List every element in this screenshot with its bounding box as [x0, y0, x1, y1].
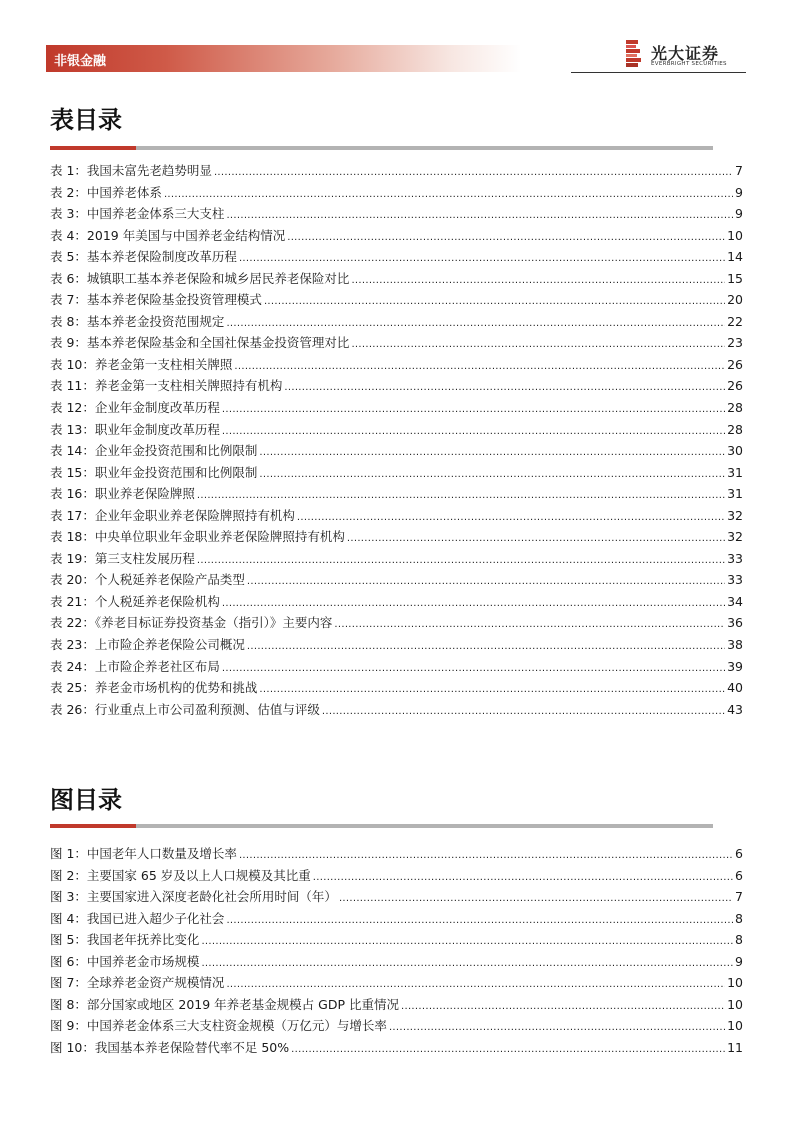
figure-toc-entry-page[interactable]: 7 — [735, 889, 743, 905]
dot-leader — [247, 634, 725, 658]
figure-toc-entry-label[interactable]: 图 4：我国已进入超少子化社会 — [50, 910, 225, 926]
figure-toc-entry-label[interactable]: 图 7：全球养老金资产规模情况 — [50, 975, 225, 991]
dot-leader — [347, 526, 725, 550]
table-toc-entry[interactable] — [50, 332, 743, 354]
dot-leader — [164, 182, 733, 206]
everbright-logo-icon — [624, 40, 646, 68]
table-toc-entry-page[interactable]: 43 — [727, 701, 743, 717]
dot-leader — [222, 591, 725, 615]
dot-leader — [334, 612, 725, 636]
table-toc-entry-label[interactable]: 表 19：第三支柱发展历程 — [50, 550, 195, 566]
table-toc-entry-page[interactable]: 32 — [727, 507, 743, 523]
figure-toc-entry-label[interactable]: 图 3：主要国家进入深度老龄化社会所用时间（年） — [50, 889, 337, 905]
figure-toc-entry-page[interactable]: 10 — [727, 1018, 743, 1034]
figure-toc-entry[interactable] — [50, 843, 743, 865]
table-toc-entry-page[interactable]: 9 — [735, 184, 743, 200]
dot-leader — [239, 843, 733, 867]
dot-leader — [259, 462, 725, 486]
brand-logo — [624, 40, 754, 70]
figure-toc-entry-page[interactable]: 6 — [735, 846, 743, 861]
dot-leader — [201, 929, 733, 953]
table-toc-entry[interactable] — [50, 397, 743, 419]
brand-name-en: EVERBRIGHT SECURITIES — [651, 61, 727, 67]
table-toc-entry-page[interactable]: 14 — [727, 249, 743, 265]
table-toc-entry-page[interactable]: 36 — [727, 615, 743, 631]
table-toc-entry[interactable] — [50, 612, 743, 634]
table-toc-entry-label[interactable]: 表 7：基本养老保险基金投资管理模式 — [50, 292, 262, 308]
table-toc-entry[interactable] — [50, 375, 743, 397]
dot-leader — [222, 397, 725, 421]
table-toc-entry-page[interactable]: 31 — [727, 486, 743, 502]
figure-toc-entry[interactable] — [50, 951, 743, 973]
table-toc-entry-page[interactable]: 22 — [727, 313, 743, 329]
figure-toc-entry[interactable] — [50, 1037, 743, 1059]
figure-toc-entry-label[interactable]: 图 10：我国基本养老保险替代率不足 50% — [50, 1039, 290, 1055]
table-toc-entry-label[interactable]: 表 11：养老金第一支柱相关牌照持有机构 — [50, 378, 283, 394]
table-toc-entry-label[interactable]: 表 23：上市险企养老保险公司概况 — [50, 637, 245, 653]
table-toc-entry[interactable] — [50, 483, 743, 505]
figure-toc-entry[interactable] — [50, 1015, 743, 1037]
dot-leader — [239, 246, 725, 270]
table-toc-entry-page[interactable]: 39 — [727, 658, 743, 674]
table-toc-entry-page[interactable]: 23 — [727, 335, 743, 351]
table-toc-entry-label[interactable]: 表 16：职业养老保险牌照 — [50, 486, 195, 502]
dot-leader — [214, 160, 733, 184]
table-toc-entry-label[interactable]: 表 3：中国养老金体系三大支柱 — [50, 206, 225, 222]
table-toc-entry-page[interactable]: 20 — [727, 292, 743, 308]
table-toc-entry[interactable] — [50, 569, 743, 591]
table-toc-entry-page[interactable]: 26 — [727, 356, 743, 372]
table-toc-entry[interactable] — [50, 160, 743, 182]
table-toc-entry-label[interactable]: 表 15：职业年金投资范围和比例限制 — [50, 464, 258, 480]
figure-toc-entry-page[interactable]: 9 — [735, 953, 743, 969]
table-toc-entry[interactable] — [50, 677, 743, 699]
dot-leader — [264, 289, 725, 313]
table-toc-entry-label[interactable]: 表 5：基本养老保险制度改革历程 — [50, 249, 237, 265]
table-toc-entry-label[interactable]: 表 1：我国未富先老趋势明显 — [50, 163, 212, 178]
table-toc-entry-label[interactable]: 表 24：上市险企养老社区布局 — [50, 658, 220, 674]
figure-toc-entry-page[interactable]: 10 — [727, 996, 743, 1012]
table-toc-entry-label[interactable]: 表 6：城镇职工基本养老保险和城乡居民养老保险对比 — [50, 270, 350, 286]
table-toc-entry[interactable] — [50, 182, 743, 204]
figure-toc-entry-label[interactable]: 图 1：中国老年人口数量及增长率 — [50, 846, 237, 861]
tables-toc-list — [50, 160, 743, 720]
figure-toc-entry-page[interactable]: 8 — [735, 932, 743, 948]
table-toc-entry[interactable] — [50, 440, 743, 462]
figure-toc-entry-page[interactable]: 10 — [727, 975, 743, 991]
table-toc-entry[interactable] — [50, 548, 743, 570]
table-toc-entry[interactable] — [50, 591, 743, 613]
dot-leader — [259, 440, 725, 464]
dot-leader — [339, 886, 733, 910]
table-toc-entry[interactable] — [50, 634, 743, 656]
table-toc-entry[interactable] — [50, 246, 743, 268]
table-toc-entry[interactable] — [50, 268, 743, 290]
table-toc-entry-page[interactable]: 33 — [727, 572, 743, 588]
tables-toc-title: 表目录 — [50, 106, 122, 134]
table-toc-entry[interactable] — [50, 203, 743, 225]
figure-toc-entry[interactable] — [50, 865, 743, 887]
figure-toc-entry[interactable] — [50, 908, 743, 930]
dot-leader — [351, 268, 725, 292]
dot-leader — [313, 865, 733, 889]
table-toc-entry-page[interactable]: 40 — [727, 680, 743, 696]
dot-leader — [297, 505, 725, 529]
table-toc-entry[interactable] — [50, 699, 743, 721]
figure-toc-entry[interactable] — [50, 929, 743, 951]
header-category-band — [46, 45, 521, 72]
table-toc-entry-label[interactable]: 表 8：基本养老金投资范围规定 — [50, 313, 225, 329]
dot-leader — [291, 1037, 725, 1061]
dot-leader — [226, 908, 733, 932]
table-toc-entry-label[interactable]: 表 22：《养老目标证券投资基金（指引）》主要内容 — [50, 615, 333, 631]
table-toc-entry[interactable] — [50, 354, 743, 376]
table-toc-entry[interactable] — [50, 526, 743, 548]
table-toc-entry-label[interactable]: 表 4：2019 年美国与中国养老金结构情况 — [50, 227, 286, 243]
table-toc-entry[interactable] — [50, 419, 743, 441]
table-toc-entry-label[interactable]: 表 21：个人税延养老保险机构 — [50, 593, 220, 609]
table-toc-entry-label[interactable]: 表 9：基本养老保险基金和全国社保基金投资管理对比 — [50, 335, 350, 351]
brand-name-cn: 光大证券 — [651, 44, 720, 63]
table-toc-entry-page[interactable]: 7 — [735, 163, 743, 178]
dot-leader — [222, 656, 725, 680]
dot-leader — [259, 677, 725, 701]
dot-leader — [197, 548, 725, 572]
figures-toc-list — [50, 843, 743, 1058]
dot-leader — [222, 419, 725, 443]
dot-leader — [226, 203, 733, 227]
figure-toc-entry-page[interactable]: 6 — [735, 867, 743, 883]
dot-leader — [226, 972, 725, 996]
figures-toc-title: 图目录 — [50, 786, 122, 814]
dot-leader — [401, 994, 725, 1018]
table-toc-entry[interactable] — [50, 225, 743, 247]
dot-leader — [197, 483, 725, 507]
table-toc-entry-page[interactable]: 28 — [727, 421, 743, 437]
table-toc-entry-page[interactable]: 28 — [727, 400, 743, 416]
table-toc-entry-label[interactable]: 表 18：中央单位职业年金职业养老保险牌照持有机构 — [50, 529, 345, 545]
table-toc-entry[interactable] — [50, 311, 743, 333]
table-toc-entry-label[interactable]: 表 13：职业年金制度改革历程 — [50, 421, 220, 437]
table-toc-entry[interactable] — [50, 289, 743, 311]
table-toc-entry-page[interactable]: 34 — [727, 593, 743, 609]
table-toc-entry-label[interactable]: 表 14：企业年金投资范围和比例限制 — [50, 443, 258, 459]
figure-toc-entry-page[interactable]: 8 — [735, 910, 743, 926]
table-toc-entry-page[interactable]: 10 — [727, 227, 743, 243]
dot-leader — [201, 951, 733, 975]
dot-leader — [351, 332, 725, 356]
table-toc-entry-page[interactable]: 38 — [727, 637, 743, 653]
figures-toc-divider — [50, 824, 713, 828]
dot-leader — [234, 354, 725, 378]
table-toc-entry-page[interactable]: 32 — [727, 529, 743, 545]
table-toc-entry[interactable] — [50, 505, 743, 527]
table-toc-entry-label[interactable]: 表 25：养老金市场机构的优势和挑战 — [50, 680, 258, 696]
table-toc-entry-label[interactable]: 表 10：养老金第一支柱相关牌照 — [50, 356, 233, 372]
table-toc-entry-label[interactable]: 表 17：企业年金职业养老保险牌照持有机构 — [50, 507, 295, 523]
dot-leader — [284, 375, 725, 399]
figure-toc-entry-page[interactable]: 11 — [727, 1039, 743, 1055]
dot-leader — [287, 225, 725, 249]
figure-toc-entry[interactable] — [50, 994, 743, 1016]
table-toc-entry-label[interactable]: 表 12：企业年金制度改革历程 — [50, 400, 220, 416]
header-category: 非银金融 — [54, 54, 107, 69]
table-toc-entry[interactable] — [50, 656, 743, 678]
table-toc-entry-label[interactable]: 表 26：行业重点上市公司盈利预测、估值与评级 — [50, 701, 320, 717]
figure-toc-entry[interactable] — [50, 886, 743, 908]
header-rule — [571, 72, 746, 73]
dot-leader — [247, 569, 725, 593]
figure-toc-entry-label[interactable]: 图 6：中国养老金市场规模 — [50, 953, 200, 969]
dot-leader — [226, 311, 725, 335]
table-toc-entry-page[interactable]: 26 — [727, 378, 743, 394]
table-toc-entry-page[interactable]: 15 — [727, 270, 743, 286]
table-toc-entry-page[interactable]: 31 — [727, 464, 743, 480]
figure-toc-entry-label[interactable]: 图 8：部分国家或地区 2019 年养老基金规模占 GDP 比重情况 — [50, 996, 399, 1012]
table-toc-entry-page[interactable]: 9 — [735, 206, 743, 222]
table-toc-entry-page[interactable]: 30 — [727, 443, 743, 459]
table-toc-entry-label[interactable]: 表 20：个人税延养老保险产品类型 — [50, 572, 245, 588]
table-toc-entry-label[interactable]: 表 2：中国养老体系 — [50, 184, 162, 200]
figure-toc-entry[interactable] — [50, 972, 743, 994]
dot-leader — [322, 699, 725, 723]
tables-toc-divider — [50, 146, 713, 150]
table-toc-entry-page[interactable]: 33 — [727, 550, 743, 566]
figure-toc-entry-label[interactable]: 图 2：主要国家 65 岁及以上人口规模及其比重 — [50, 867, 311, 883]
figure-toc-entry-label[interactable]: 图 5：我国老年抚养比变化 — [50, 932, 200, 948]
table-toc-entry[interactable] — [50, 462, 743, 484]
figure-toc-entry-label[interactable]: 图 9：中国养老金体系三大支柱资金规模（万亿元）与增长率 — [50, 1018, 387, 1034]
dot-leader — [389, 1015, 725, 1039]
